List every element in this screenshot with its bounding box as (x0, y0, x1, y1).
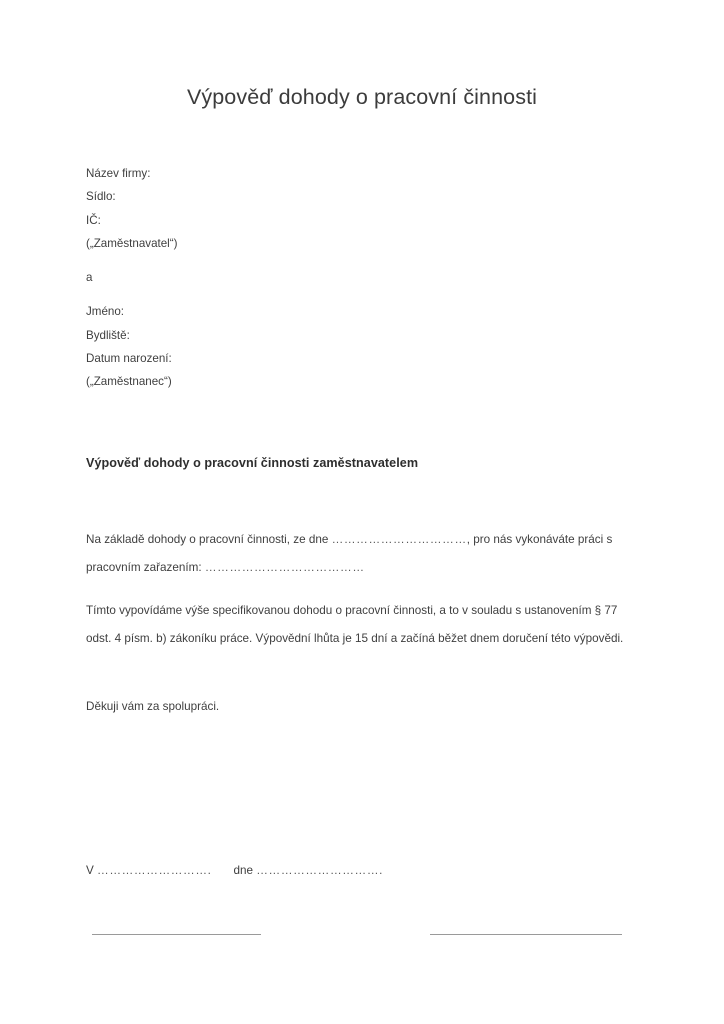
section-heading: Výpověď dohody o pracovní činnosti zaměstnavatelem (86, 456, 419, 470)
employer-company-name-label: Název firmy: (86, 167, 151, 180)
paragraph-thanks: Děkuji vám za spolupráci. (86, 700, 220, 713)
parties-conjunction: a (86, 271, 93, 285)
employer-address-label: Sídlo: (86, 190, 116, 204)
place-label: V (86, 864, 94, 877)
paragraph-termination-statement: Tímto vypovídáme výše specifikovanou dohodu o pracovní činnosti, a to v souladu s ustanovením § 77 odst. 4 písm. b) zákoníku práce. Výpovědní lhůta je 15 dní a začíná běžet dnem doručení této výpovědi. (86, 604, 624, 645)
parties-block (86, 162, 506, 394)
place-leader-fill: ………………………. (97, 864, 212, 877)
paragraph-1-part-2: , pro nás vykonáváte práci s pracovním zařazením: (86, 533, 613, 574)
body-text (86, 526, 626, 721)
employer-ico-label: IČ: (86, 213, 101, 227)
employer-designation: („Zaměstnavatel“) (86, 236, 178, 250)
paragraph-agreement-reference (86, 526, 626, 581)
employee-birthdate-label: Datum narození: (86, 352, 172, 366)
date-leader-fill: …………………………… (331, 533, 467, 546)
date-label: dne (233, 864, 253, 877)
position-leader-fill: ………………………………… (204, 560, 365, 574)
signature-line-employee (430, 934, 622, 935)
employee-residence-label: Bydliště: (86, 328, 130, 342)
place-and-date-line (86, 861, 383, 881)
date-leader-fill-bottom: …………………………. (256, 864, 383, 877)
paragraph-1-part-1: Na základě dohody o pracovní činnosti, ze dne (86, 533, 332, 546)
signature-line-employer (92, 934, 261, 935)
page-title: Výpověď dohody o pracovní činnosti (186, 85, 538, 109)
employee-designation: („Zaměstnanec“) (86, 375, 172, 389)
employee-name-label: Jméno: (86, 305, 125, 319)
